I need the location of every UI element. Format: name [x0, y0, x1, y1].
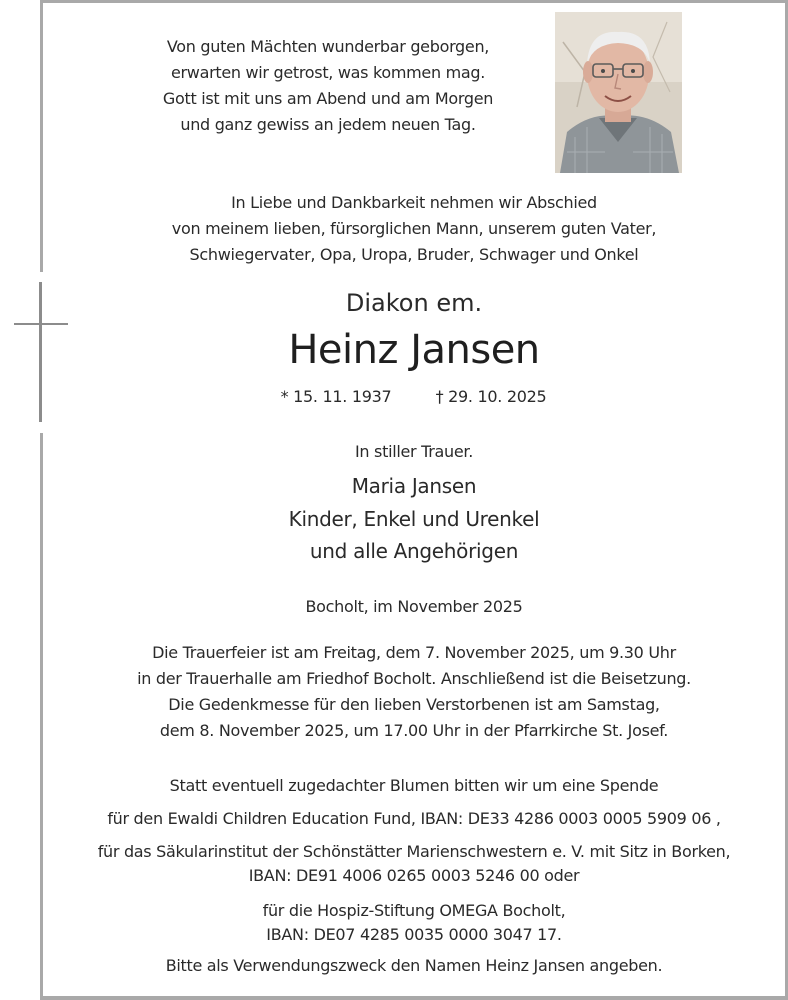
donation-line: für den Ewaldi Children Education Fund, IBAN: DE33 4286 0003 0005 5909 06 ,	[107, 809, 721, 828]
frame-top-border	[40, 0, 788, 3]
birth-date: * 15. 11. 1937	[280, 387, 392, 406]
service-line: in der Trauerhalle am Friedhof Bocholt. Anschließend ist die Beisetzung.	[137, 669, 691, 688]
donation-line: IBAN: DE91 4006 0265 0003 5246 00 oder	[248, 866, 580, 885]
mourner-line: Maria Jansen	[351, 474, 477, 498]
poem-line: und ganz gewiss an jedem neuen Tag.	[180, 115, 476, 134]
service-line: Die Gedenkmesse für den lieben Verstorbenen ist am Samstag,	[168, 695, 660, 714]
mourner-line: Kinder, Enkel und Urenkel	[288, 507, 540, 531]
donation-line: Bitte als Verwendungszweck den Namen Heinz Jansen angeben.	[165, 956, 663, 975]
farewell-line: von meinem lieben, fürsorglichen Mann, unserem guten Vater,	[171, 219, 657, 238]
cross-vertical-bar	[39, 282, 42, 422]
death-date: † 29. 10. 2025	[435, 387, 547, 406]
donation-line: IBAN: DE07 4285 0035 0000 3047 17.	[266, 925, 562, 944]
farewell-line: Schwiegervater, Opa, Uropa, Bruder, Schwager und Onkel	[189, 245, 639, 264]
portrait-image	[555, 12, 682, 173]
mourner-line: und alle Angehörigen	[309, 539, 519, 563]
frame-left-border-upper	[40, 0, 43, 272]
mourners-intro: In stiller Trauer.	[355, 442, 473, 461]
donation-line: für das Säkularinstitut der Schönstätter Marienschwestern e. V. mit Sitz in Borken,	[97, 842, 731, 861]
poem-line: erwarten wir getrost, was kommen mag.	[170, 63, 486, 82]
farewell-line: In Liebe und Dankbarkeit nehmen wir Abschied	[231, 193, 597, 212]
deceased-name: Heinz Jansen	[288, 327, 540, 373]
frame-bottom-border	[40, 996, 788, 1000]
donation-line: Statt eventuell zugedachter Blumen bitten wir um eine Spende	[169, 776, 659, 795]
poem-line: Gott ist mit uns am Abend und am Morgen	[162, 89, 494, 108]
poem-line: Von guten Mächten wunderbar geborgen,	[166, 37, 490, 56]
portrait-photo	[555, 12, 682, 173]
frame-left-border-lower	[40, 433, 43, 1000]
donation-line: für die Hospiz-Stiftung OMEGA Bocholt,	[262, 901, 566, 920]
deceased-title: Diakon em.	[345, 289, 483, 317]
service-line: Die Trauerfeier ist am Freitag, dem 7. November 2025, um 9.30 Uhr	[152, 643, 676, 662]
service-line: dem 8. November 2025, um 17.00 Uhr in der Pfarrkirche St. Josef.	[159, 721, 669, 740]
cross-horizontal-bar	[14, 323, 68, 325]
place-date: Bocholt, im November 2025	[305, 597, 523, 616]
